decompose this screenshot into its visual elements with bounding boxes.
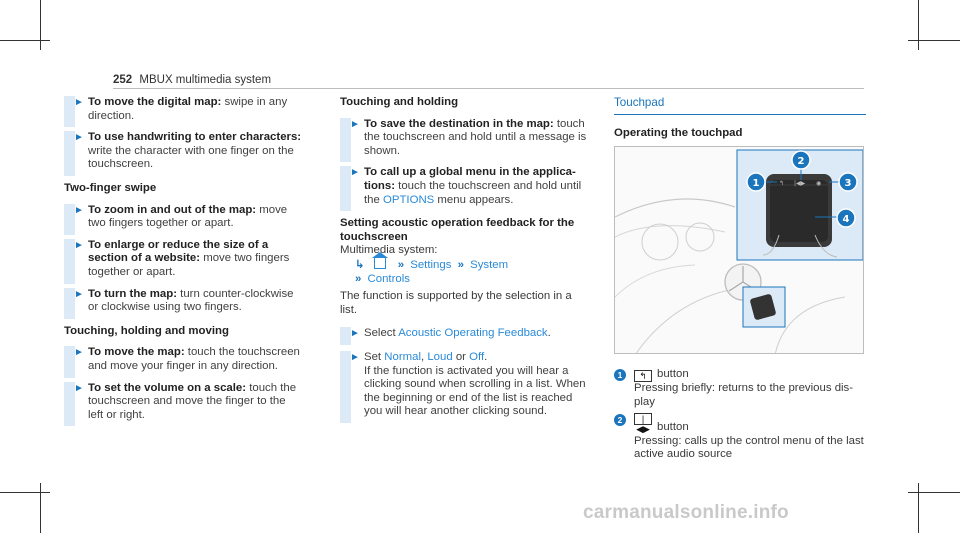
operating-touchpad-title: Operating the touchpad: [614, 126, 743, 139]
crop-mark: [40, 483, 41, 533]
arrow-icon: ►: [350, 328, 360, 340]
arrow-icon: ►: [74, 204, 84, 216]
svg-text:2: 2: [797, 156, 805, 167]
heading-touching-holding: Touching and holding: [340, 96, 459, 108]
chevron-icon: »: [355, 272, 362, 285]
touchpad-illustration: [614, 146, 864, 354]
chevron-icon: »: [397, 258, 405, 271]
legend-badge-2: 2: [614, 414, 626, 426]
callout-4: [837, 209, 855, 227]
svg-text:1: 1: [752, 178, 760, 189]
arrow-icon: ►: [74, 239, 84, 251]
figure-legend: [614, 368, 866, 466]
arrow-icon: ►: [350, 351, 360, 363]
acoustic-feedback-link: Acoustic Operating Feedback: [398, 327, 548, 340]
section-title-touchpad: Touchpad: [614, 96, 665, 109]
callout-2: [792, 151, 810, 169]
svg-text:3: 3: [844, 178, 852, 189]
instruction-move-map: ► To move the map: touch the touchscreen and move your finger in any direction.: [64, 346, 302, 373]
crop-mark: [40, 0, 41, 50]
arrow-icon: ►: [350, 118, 360, 130]
crop-mark: [0, 40, 50, 41]
page-header-title: MBUX multimedia system: [139, 74, 272, 86]
instruction-turn-map: ► To turn the map: turn counter-clockwise or clockwise using two fingers.: [64, 288, 302, 315]
svg-text:↰: ↰: [779, 180, 785, 187]
crop-mark: [918, 483, 919, 533]
callout-3: [839, 173, 857, 191]
crop-mark: [918, 0, 919, 50]
legend-desc-2: Pressing: calls up the control menu of the last active audio source: [634, 434, 864, 461]
svg-text:4: 4: [842, 214, 850, 225]
instruction-set-level: ► Set Normal, Loud or Off. If the function is activated you will hear a clicking sound when scrolling in a list. When the beginning or end of the list is reached you will hear another clicking sound.: [340, 351, 590, 419]
heading-touching-holding-moving: Touching, holding and moving: [64, 324, 229, 337]
watermark: carmanualsonline.info: [583, 502, 789, 523]
option-off: Off: [469, 350, 485, 363]
arrow-icon: ►: [74, 132, 84, 144]
home-icon: [374, 258, 386, 269]
instruction-zoom-map: ► To zoom in and out of the map: move two fingers together or apart.: [64, 204, 302, 231]
path-system: System: [470, 258, 509, 271]
instruction-enlarge-website: ► To enlarge or reduce the size of a section of a website: move two fingers together or apart.: [64, 239, 302, 280]
path-arrow-icon: ↳: [355, 258, 365, 271]
legend-desc-1: Pressing briefly: returns to the previous dis- play: [634, 382, 854, 408]
heading-two-finger-swipe: Two-finger swipe: [64, 181, 157, 194]
page-header: [113, 74, 271, 88]
svg-text:|◀▶: |◀▶: [794, 180, 806, 187]
crop-mark: [908, 40, 960, 41]
instruction-save-destination: ► To save the destination in the map: touch the touchscreen and hold until a message is shown.: [340, 118, 590, 159]
feedback-details: If the function is activated you will hear a clicking sound when scrolling in a list. When the beginning or end of the list is reached you will hear another clicking sound.: [364, 364, 586, 418]
callout-1: [747, 173, 765, 191]
heading-acoustic-feedback: Setting acoustic operation feedback for the touchscreen: [340, 217, 575, 243]
arrow-icon: ►: [350, 167, 360, 179]
chevron-icon: »: [457, 258, 464, 271]
instruction-set-volume: ► To set the volume on a scale: touch the touchscreen and move the finger to the left or right.: [64, 382, 302, 423]
crop-mark: [0, 492, 50, 493]
column-2: [340, 96, 590, 419]
svg-text:◉: ◉: [816, 180, 822, 187]
page-number: 252: [113, 74, 133, 86]
column-3: [614, 96, 866, 140]
arrow-icon: ►: [74, 97, 84, 108]
support-text: The function is supported by the selection in a list.: [340, 290, 572, 316]
back-button-icon: ↰: [634, 370, 652, 382]
instruction-move-digital-map: ► To move the digital map: swipe in any direction.: [64, 96, 302, 123]
arrow-icon: ►: [74, 382, 84, 394]
arrow-icon: ►: [74, 347, 84, 359]
instruction-select-feedback: ► Select Acoustic Operating Feedback.: [340, 327, 590, 341]
option-normal: Normal: [384, 350, 421, 363]
options-menu-link: OPTIONS: [383, 193, 435, 206]
crop-mark: [908, 492, 960, 493]
path-settings: Settings: [410, 258, 452, 271]
header-rule: [113, 88, 864, 89]
column-1: [64, 96, 302, 422]
instruction-handwriting: ► To use handwriting to enter characters: write the character with one finger on the touchscreen.: [64, 131, 302, 172]
legend-badge-1: 1: [614, 369, 626, 381]
path-controls: Controls: [367, 272, 410, 285]
menu-path: [340, 258, 590, 273]
legend-row-2: 2 |◀▶ button Pressing: calls up the control menu of the last active audio source: [614, 413, 866, 462]
legend-row-1: 1 ↰ button Pressing briefly: returns to the previous dis- play: [614, 368, 866, 409]
arrow-icon: ►: [74, 288, 84, 300]
multimedia-label: Multimedia system:: [340, 244, 438, 257]
section-rule: [614, 114, 866, 115]
media-skip-button-icon: |◀▶: [634, 413, 652, 425]
instruction-global-menu: ► To call up a global menu in the applica- tions: touch the touchscreen and hold until the OPTIONS menu appears.: [340, 166, 590, 207]
menu-path-line2: [340, 273, 590, 287]
option-loud: Loud: [427, 350, 453, 363]
